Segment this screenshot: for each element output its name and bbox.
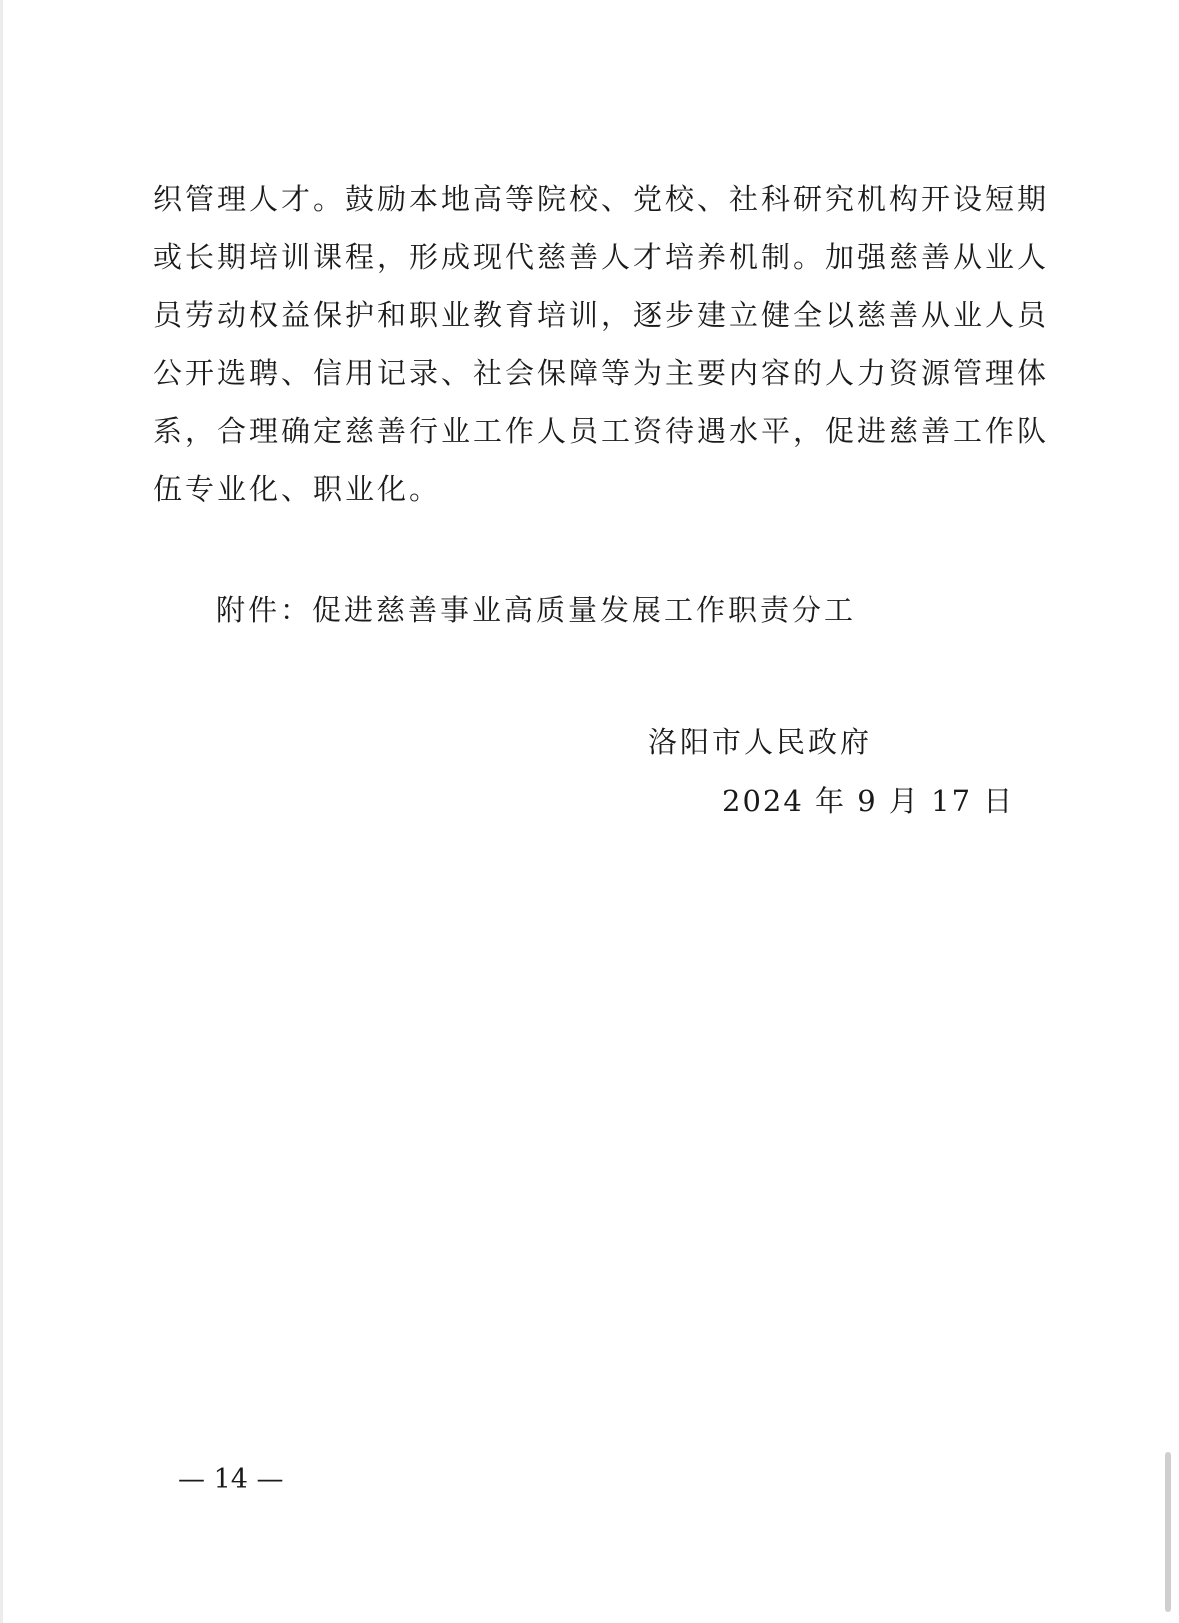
issue-date: 2024 年 9 月 17 日 <box>722 784 1015 818</box>
body-line: 系，合理确定慈善行业工作人员工资待遇水平，促进慈善工作队 <box>153 414 1050 448</box>
attachment-line: 附件：促进慈善事业高质量发展工作职责分工 <box>216 593 857 627</box>
page-number: — 14 — <box>178 1464 284 1495</box>
body-line: 或长期培训课程，形成现代慈善人才培养机制。加强慈善从业人 <box>153 240 1050 274</box>
body-line: 员劳动权益保护和职业教育培训，逐步建立健全以慈善从业人员 <box>153 298 1050 332</box>
issuer-name: 洛阳市人民政府 <box>648 725 873 759</box>
body-line: 公开选聘、信用记录、社会保障等为主要内容的人力资源管理体 <box>153 356 1050 390</box>
scrollbar-thumb[interactable] <box>1165 1452 1171 1612</box>
page-left-edge <box>0 0 3 1623</box>
body-line: 织管理人才。鼓励本地高等院校、党校、社科研究机构开设短期 <box>153 182 1050 216</box>
body-line: 伍专业化、职业化。 <box>153 472 442 506</box>
body-paragraph <box>153 170 1050 518</box>
